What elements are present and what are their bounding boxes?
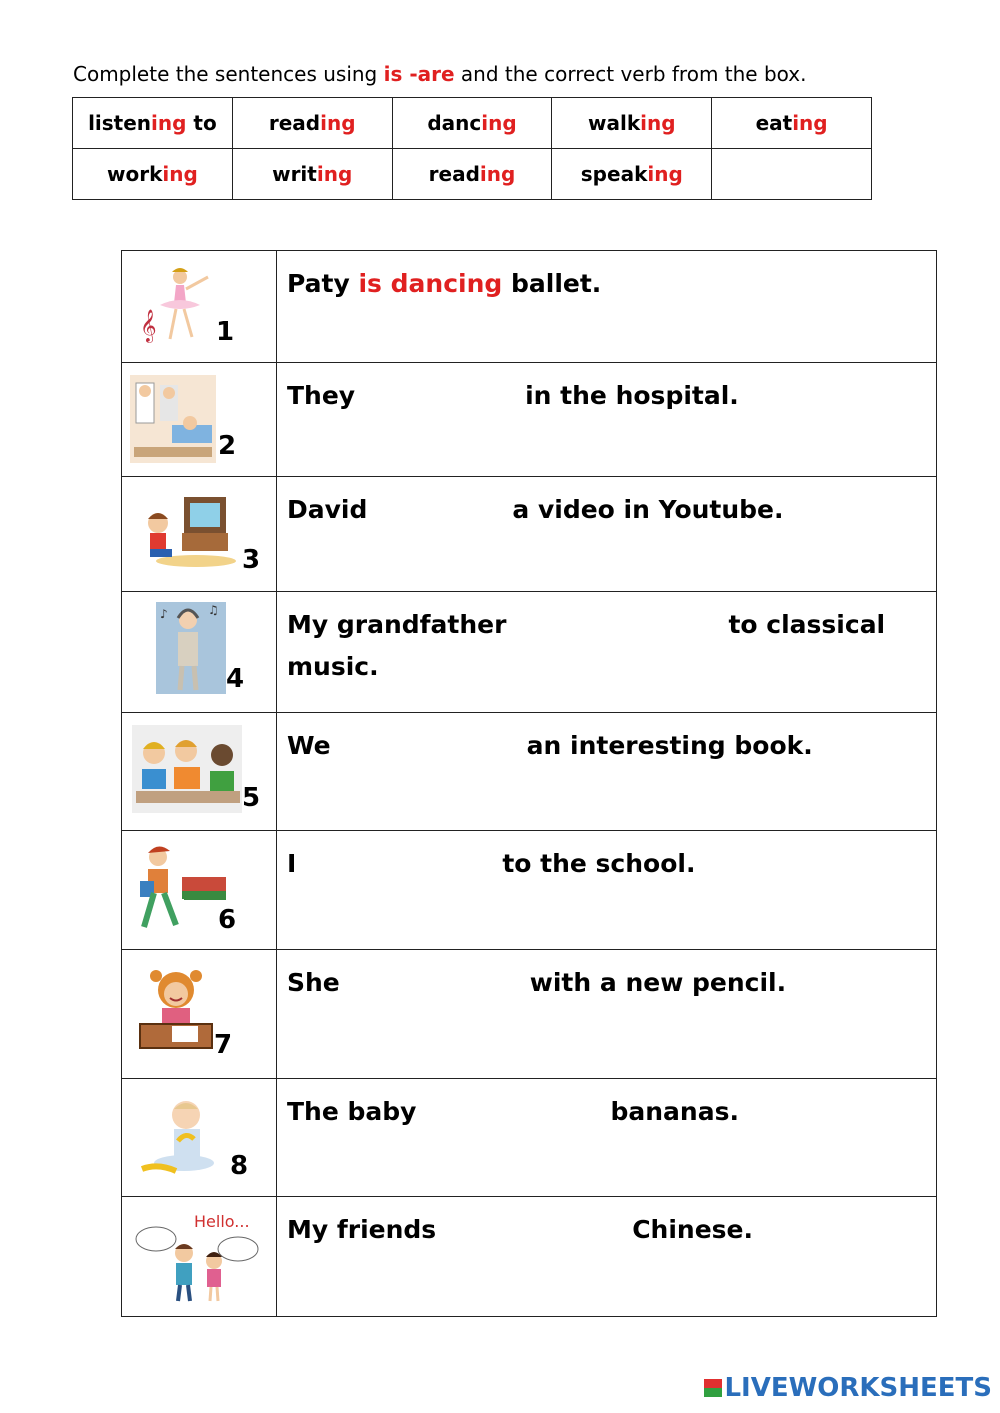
verb-cell: reading — [232, 98, 392, 149]
exercise-row — [122, 950, 937, 1079]
verb-cell: speaking — [552, 149, 712, 200]
liveworksheets-logo — [704, 1373, 992, 1403]
exercise-row — [122, 831, 937, 950]
sentence-cell: My grandfather to classical music. — [277, 592, 937, 713]
exercise-number: 5 — [242, 783, 261, 813]
instruction-text: Complete the sentences using — [73, 62, 384, 86]
picture-cell — [122, 950, 277, 1079]
ballerina-icon — [136, 263, 216, 347]
picture-cell — [122, 713, 277, 831]
hello-kids-icon — [134, 1207, 260, 1307]
verb-cell: walking — [552, 98, 712, 149]
svg-text:𝄞: 𝄞 — [140, 309, 157, 342]
exercise-number: 2 — [218, 431, 237, 461]
sentence-cell: Paty is dancing ballet. — [277, 251, 937, 363]
verb-box-row — [73, 98, 872, 149]
instruction — [73, 62, 806, 86]
sentence-cell: I to the school. — [277, 831, 937, 950]
kids-reading-icon — [132, 725, 242, 813]
svg-text:♫: ♫ — [208, 603, 219, 617]
exercise-row — [122, 592, 937, 713]
exercise-row — [122, 363, 937, 477]
exercise-row — [122, 713, 937, 831]
sentence-cell: The baby bananas. — [277, 1079, 937, 1197]
svg-text:♪: ♪ — [160, 607, 168, 621]
grandfather-headphones-icon — [156, 602, 226, 694]
picture-cell — [122, 1197, 277, 1317]
picture-cell — [122, 831, 277, 950]
hospital-icon — [130, 375, 216, 463]
sentence-cell: They in the hospital. — [277, 363, 937, 477]
verb-cell: dancing — [392, 98, 552, 149]
picture-cell — [122, 251, 277, 363]
verb-cell: listening to — [73, 98, 233, 149]
exercise-number: 6 — [218, 905, 237, 935]
baby-banana-icon — [138, 1093, 218, 1179]
verb-cell: eating — [712, 98, 872, 149]
exercise-row — [122, 477, 937, 592]
exercise-row — [122, 251, 937, 363]
verb-cell: reading — [392, 149, 552, 200]
exercise-number: 7 — [214, 1030, 233, 1060]
sentence-cell: We an interesting book. — [277, 713, 937, 831]
logo-text: LIVEWORKSHEETS — [724, 1373, 992, 1403]
tv-watching-icon — [136, 493, 236, 569]
sentence-cell: My friends Chinese. — [277, 1197, 937, 1317]
exercise-row — [122, 1197, 937, 1317]
instruction-highlight: is -are — [383, 62, 455, 86]
logo-badge-icon — [704, 1379, 722, 1397]
verb-cell: working — [73, 149, 233, 200]
answer-example: is dancing — [358, 269, 503, 298]
instruction-text-end: and the correct verb from the box. — [454, 62, 807, 86]
picture-cell — [122, 592, 277, 713]
picture-cell — [122, 477, 277, 592]
exercise-number: 8 — [230, 1151, 249, 1181]
exercise-number: 3 — [242, 545, 261, 575]
svg-text:Hello...: Hello... — [194, 1212, 250, 1231]
verb-box — [72, 97, 872, 200]
picture-cell — [122, 363, 277, 477]
sentence-cell: She with a new pencil. — [277, 950, 937, 1079]
exercise-number: 1 — [216, 317, 235, 347]
verb-cell: writing — [232, 149, 392, 200]
picture-cell — [122, 1079, 277, 1197]
sentence-cell: David a video in Youtube. — [277, 477, 937, 592]
verb-cell-empty — [712, 149, 872, 200]
exercise-row — [122, 1079, 937, 1197]
walking-boy-icon — [132, 841, 228, 937]
girl-writing-icon — [136, 968, 216, 1054]
exercise-table — [121, 250, 937, 1317]
exercise-number: 4 — [226, 664, 245, 694]
verb-box-row — [73, 149, 872, 200]
